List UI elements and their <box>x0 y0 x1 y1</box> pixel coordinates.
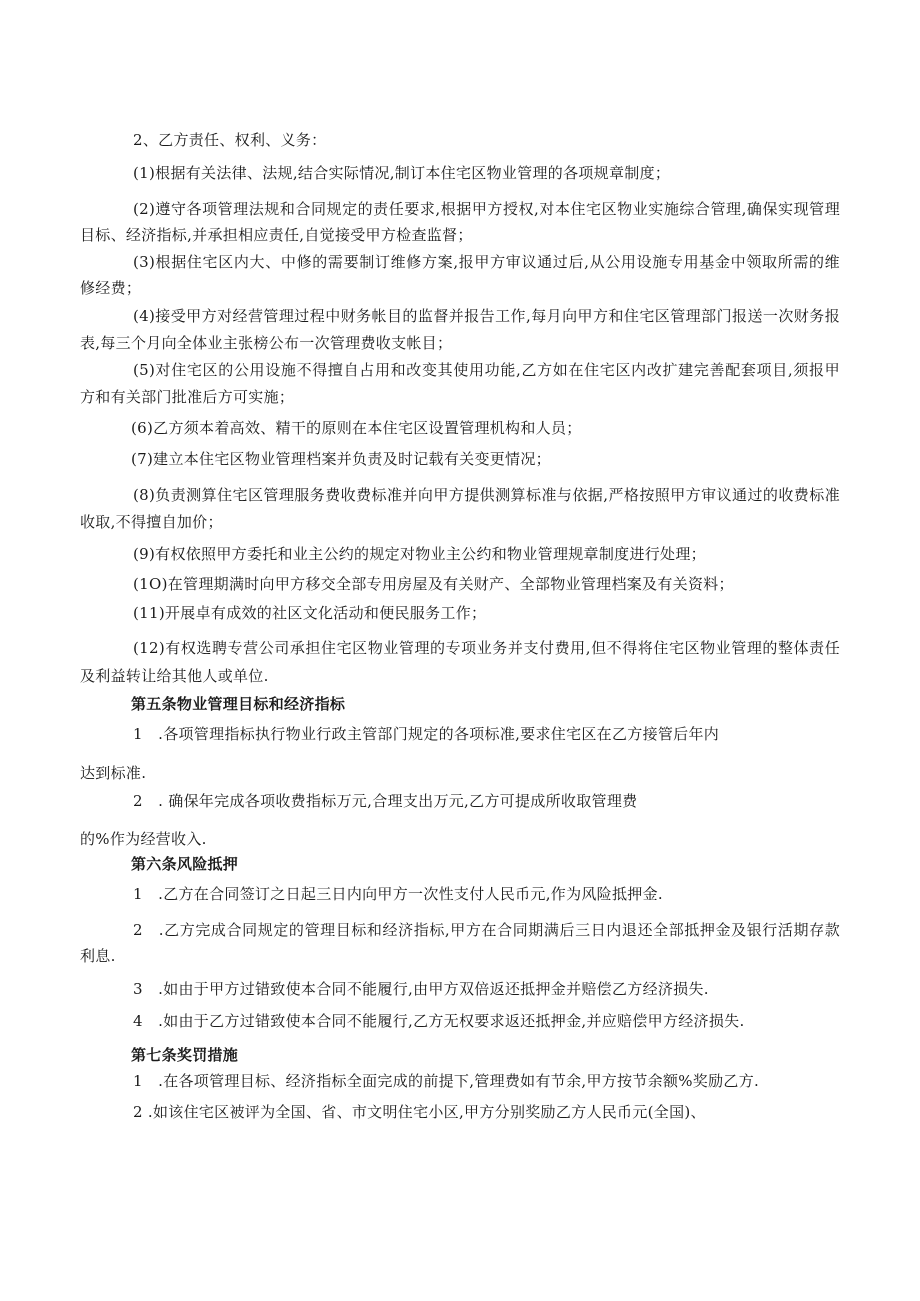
article-5-item-2-line-1: 2 . 确保年完成各项收费指标万元,合理支出万元,乙方可提成所收取管理费 <box>133 792 638 810</box>
article-6-item-1: 1 .乙方在合同签订之日起三日内向甲方一次性支付人民币元,作为风险抵押金. <box>133 885 663 903</box>
article-6-item-4: 4 .如由于乙方过错致使本合同不能履行,乙方无权要求返还抵押金,并应赔偿甲方经济损失. <box>133 1012 745 1030</box>
clause-12-line-2: 及利益转让给其他人或单位. <box>80 667 269 685</box>
clause-6: (6)乙方须本着高效、精干的原则在本住宅区设置管理机构和人员； <box>131 419 582 437</box>
clause-2-line-1: (2)遵守各项管理法规和合同规定的责任要求,根据甲方授权,对本住宅区物业实施综合管理,确保实现管理 <box>133 200 840 218</box>
section-heading-party-b-duties: 2、乙方责任、权利、义务： <box>133 131 327 149</box>
clause-8-line-1: (8)负责测算住宅区管理服务费收费标准并向甲方提供测算标准与依据,严格按照甲方审议通过的收费标准 <box>133 486 840 504</box>
clause-12-line-1: (12)有权选聘专营公司承担住宅区物业管理的专项业务并支付费用,但不得将住宅区物业管理的整体责任 <box>133 639 840 657</box>
article-7-item-1: 1 .在各项管理目标、经济指标全面完成的前提下,管理费如有节余,甲方按节余额%奖励乙方. <box>133 1072 760 1090</box>
clause-10: (1O)在管理期满时向甲方移交全部专用房屋及有关财产、全部物业管理档案及有关资料； <box>133 575 734 593</box>
article-5-item-2-line-2: 的%作为经营收入. <box>80 830 207 848</box>
article-5-item-1-line-1: 1 .各项管理指标执行物业行政主管部门规定的各项标准,要求住宅区在乙方接管后年内 <box>133 725 720 743</box>
article-5-heading: 第五条物业管理目标和经济指标 <box>131 695 346 713</box>
clause-5-line-1: (5)对住宅区的公用设施不得擅自占用和改变其使用功能,乙方如在住宅区内改扩建完善配套项目,须报甲 <box>133 361 840 379</box>
article-7-heading: 第七条奖罚措施 <box>131 1046 239 1064</box>
clause-11: (11)开展卓有成效的社区文化活动和便民服务工作； <box>133 604 487 622</box>
clause-4-line-1: (4)接受甲方对经营管理过程中财务帐目的监督并报告工作,每月向甲方和住宅区管理部门报送一次财务报 <box>133 307 840 325</box>
article-6-item-2-line-1: 2 .乙方完成合同规定的管理目标和经济指标,甲方在合同期满后三日内退还全部抵押金及银行活期存款 <box>133 921 840 939</box>
article-6-item-3: 3 .如由于甲方过错致使本合同不能履行,由甲方双倍返还抵押金并赔偿乙方经济损失. <box>133 980 709 998</box>
clause-5-line-2: 方和有关部门批准后方可实施； <box>80 388 295 406</box>
clause-1: (1)根据有关法律、法规,结合实际情况,制订本住宅区物业管理的各项规章制度； <box>133 164 671 182</box>
article-6-item-2-line-2: 利息. <box>80 947 116 965</box>
article-5-item-1-line-2: 达到标准. <box>80 764 147 782</box>
clause-8-line-2: 收取,不得擅自加价； <box>80 513 223 531</box>
article-7-item-2: 2 .如该住宅区被评为全国、省、市文明住宅小区,甲方分别奖励乙方人民币元(全国)、 <box>133 1103 706 1121</box>
clause-4-line-2: 表,每三个月向全体业主张榜公布一次管理费收支帐目； <box>80 334 453 352</box>
article-6-heading: 第六条风险抵押 <box>131 855 239 873</box>
clause-2-line-2: 目标、经济指标,并承担相应责任,自觉接受甲方检查监督； <box>80 226 473 244</box>
clause-7: (7)建立本住宅区物业管理档案并负责及时记载有关变更情况； <box>131 450 551 468</box>
clause-3-line-1: (3)根据住宅区内大、中修的需要制订维修方案,报甲方审议通过后,从公用设施专用基金中领取所需的维 <box>133 253 840 271</box>
clause-9: (9)有权依照甲方委托和业主公约的规定对物业主公约和物业管理规章制度进行处理； <box>133 545 706 563</box>
clause-3-line-2: 修经费； <box>80 279 142 297</box>
